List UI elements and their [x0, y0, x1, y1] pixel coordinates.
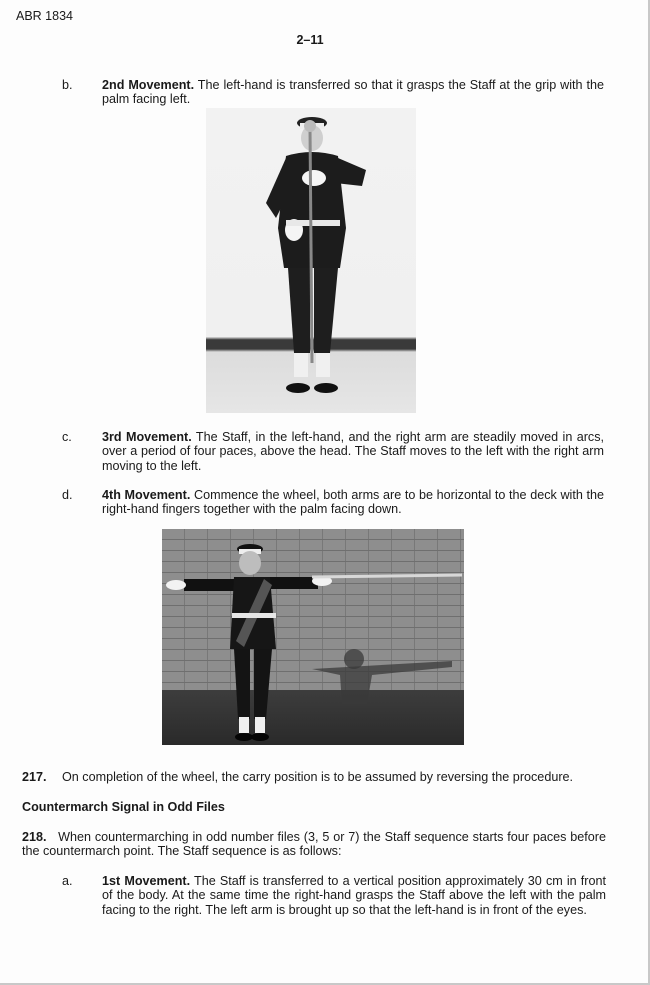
paragraph-217-text: On completion of the wheel, the carry position is to be assumed by reversing the procedure. — [62, 770, 574, 784]
item-a-marker: a. — [62, 874, 73, 888]
paragraph-218 — [22, 830, 606, 859]
item-d-text: Commence the wheel, both arms are to be horizontal to the deck with the right-hand fingers together with the palm facing down. — [102, 488, 604, 517]
item-a-text: The Staff is transferred to a vertical position approximately 30 cm in front of the body. At the same time the right-hand grasps the Staff above the left with the palm facing to the right. The left arm is brought up so that the left-hand is in front of the eyes. — [102, 874, 607, 917]
paragraph-218-text: When countermarching in odd number files (3, 5 or 7) the Staff sequence starts four paces before the countermarch point. The Staff sequence is as follows: — [22, 830, 607, 859]
figure-arms-horizontal — [162, 529, 464, 745]
item-c-text: The Staff, in the left-hand, and the right arm are steadily moved in arcs, over a period of four paces, above the head. The Staff moves to the left with the right arm moving to the left. — [102, 430, 604, 473]
photo-second-movement — [206, 108, 416, 413]
item-b-marker: b. — [62, 78, 73, 92]
item-c-paragraph — [102, 430, 604, 473]
document-reference: ABR 1834 — [16, 9, 73, 23]
section-heading: Countermarch Signal in Odd Files — [22, 800, 225, 814]
item-b-title: 2nd Movement. — [102, 78, 195, 92]
photo-fourth-movement — [162, 529, 464, 745]
item-d-paragraph — [102, 488, 604, 517]
page-number: 2–11 — [296, 33, 324, 47]
paragraph-218-number: 218. — [22, 830, 47, 844]
item-a-paragraph — [102, 874, 606, 917]
figure-holding-staff — [206, 108, 416, 413]
item-b-paragraph — [102, 78, 604, 107]
paragraph-217-number: 217. — [22, 770, 47, 784]
item-a-title: 1st Movement. — [102, 874, 191, 888]
item-b-text: The left-hand is transferred so that it grasps the Staff at the grip with the palm facing left. — [102, 78, 604, 107]
item-d-title: 4th Movement. — [102, 488, 191, 502]
item-d-marker: d. — [62, 488, 73, 502]
item-c-marker: c. — [62, 430, 72, 444]
item-c-title: 3rd Movement. — [102, 430, 192, 444]
